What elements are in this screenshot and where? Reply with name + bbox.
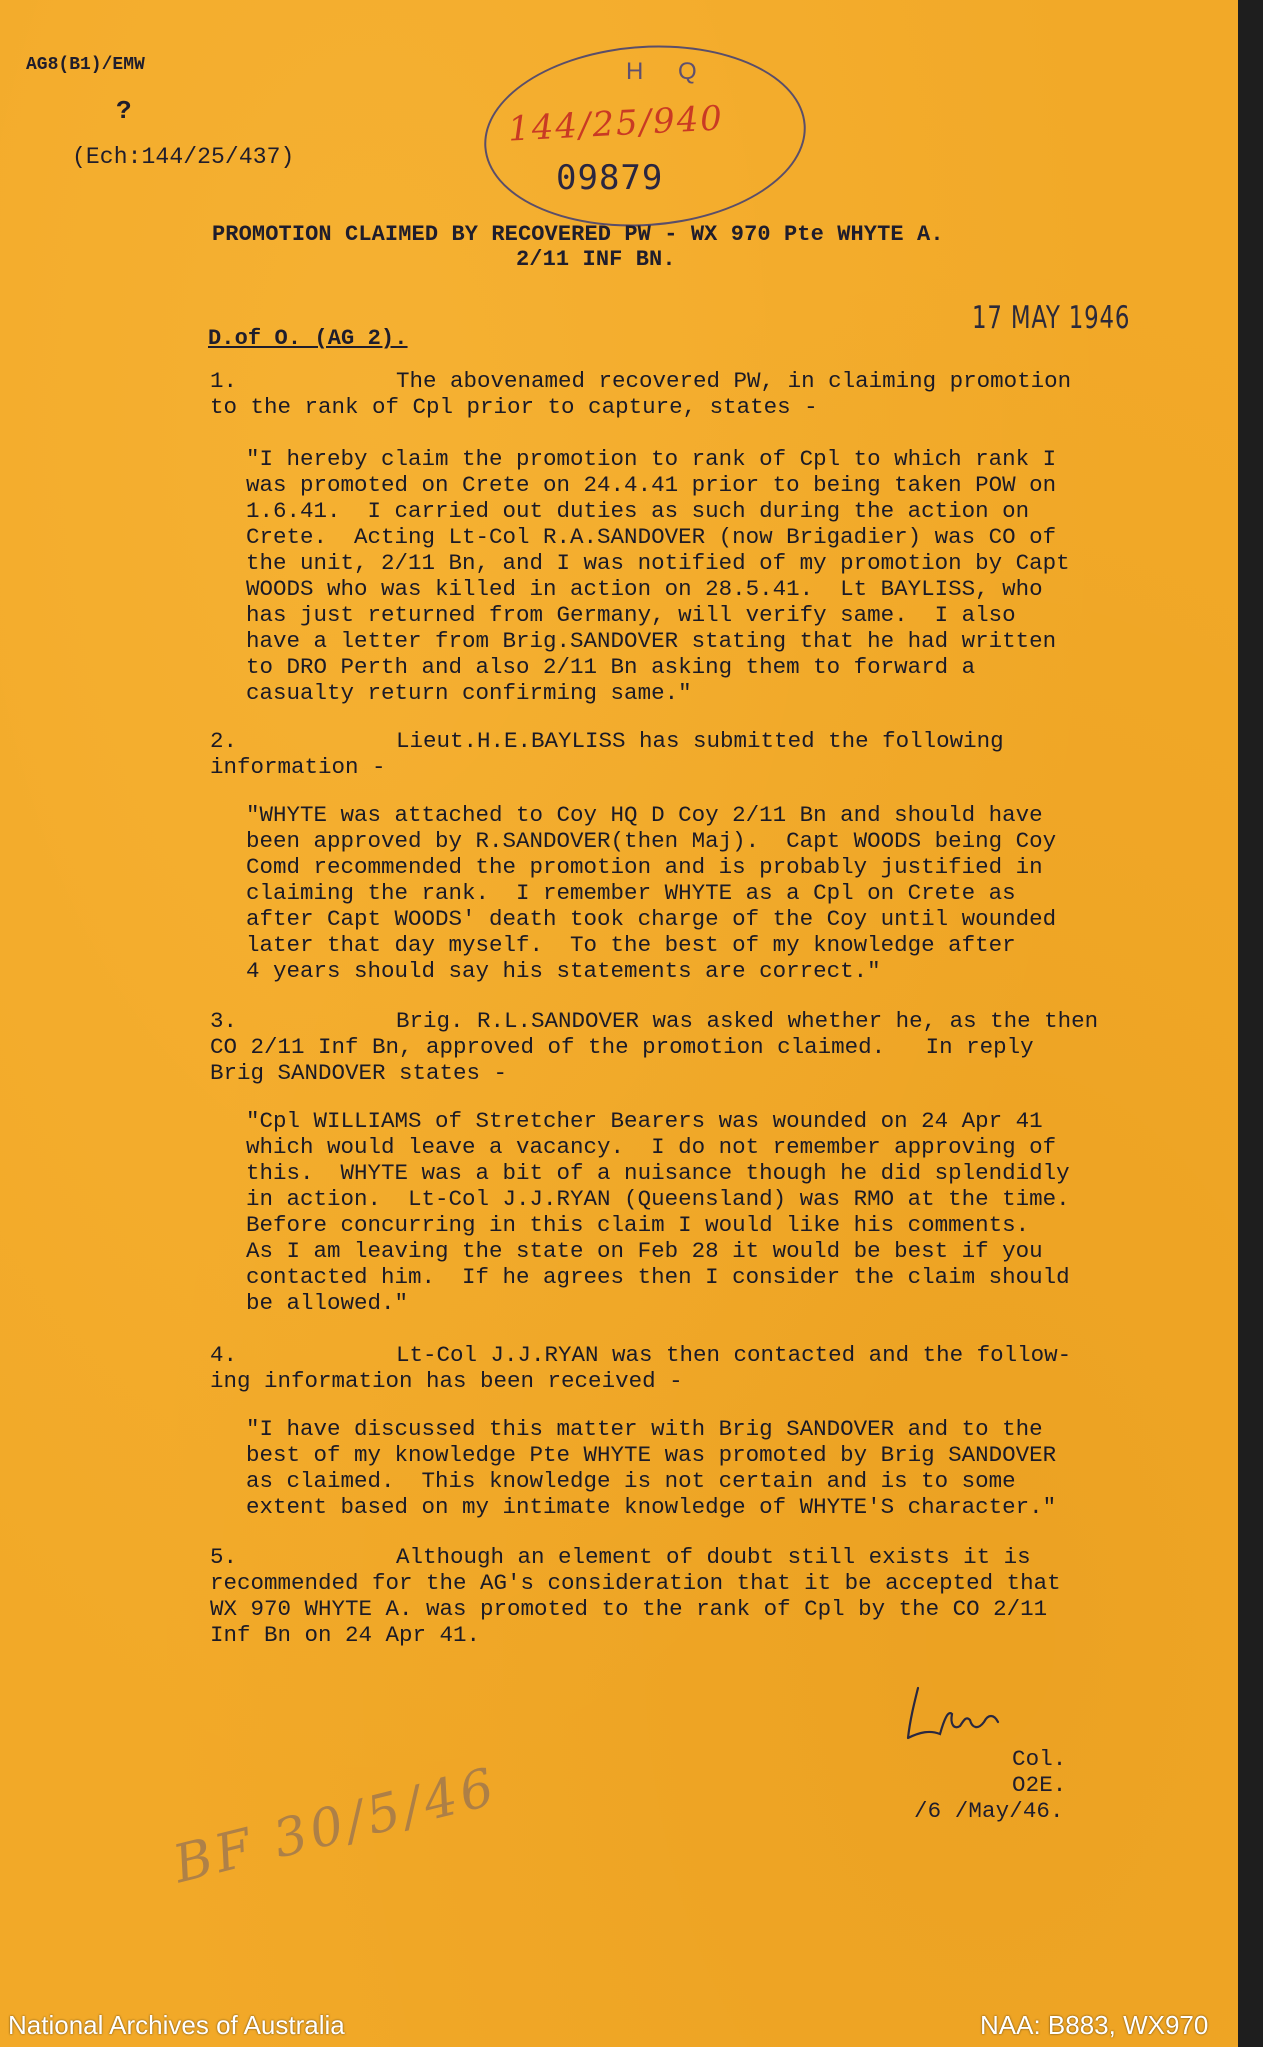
document-title-line-1: PROMOTION CLAIMED BY RECOVERED PW - WX 970 Pte WHYTE A. <box>212 222 944 247</box>
quote-line: "I have discussed this matter with Brig SANDOVER and to the <box>246 1416 1043 1442</box>
quote-line: contacted him. If he agrees then I consider the claim should <box>246 1264 1070 1290</box>
quote-line: later that day myself. To the best of my knowledge after <box>246 932 1016 958</box>
quote-line: as claimed. This knowledge is not certain and is to some <box>246 1468 1016 1494</box>
paragraph-number: 5. <box>210 1544 238 1570</box>
quote-line: to DRO Perth and also 2/11 Bn asking them to forward a <box>246 654 976 680</box>
paragraph-line: The abovenamed recovered PW, in claiming promotion <box>396 368 1072 394</box>
paragraph-5 <box>210 1544 1210 1648</box>
signatory-unit: O2E. <box>1012 1772 1067 1798</box>
addressee: D.of O. (AG 2). <box>208 326 408 351</box>
received-date-stamp: 17 MAY 1946 <box>972 300 1131 336</box>
paragraph-line: recommended for the AG's consideration that it be accepted that <box>210 1570 1061 1596</box>
paragraph-line: CO 2/11 Inf Bn, approved of the promotion claimed. In reply <box>210 1034 1034 1060</box>
quote-line: which would leave a vacancy. I do not remember approving of <box>246 1134 1057 1160</box>
quote-line: Before concurring in this claim I would like his comments. <box>246 1212 1030 1238</box>
paragraph-line: ing information has been received - <box>210 1368 683 1394</box>
quote-4 <box>246 1416 1206 1520</box>
quote-line: WOODS who was killed in action on 28.5.41. Lt BAYLISS, who <box>246 576 1043 602</box>
quote-line: has just returned from Germany, will verify same. I also <box>246 602 1016 628</box>
paragraph-2 <box>210 728 1210 780</box>
quote-3 <box>246 1108 1206 1316</box>
paragraph-line: Lt-Col J.J.RYAN was then contacted and the follow- <box>396 1342 1072 1368</box>
paragraph-number: 1. <box>210 368 238 394</box>
signatory-rank: Col. <box>1012 1746 1067 1772</box>
quote-line: 4 years should say his statements are correct." <box>246 958 881 984</box>
quote-line: in action. Lt-Col J.J.RYAN (Queensland) was RMO at the time. <box>246 1186 1070 1212</box>
quote-line: Comd recommended the promotion and is probably justified in <box>246 854 1043 880</box>
pencil-annotation: BF 30/5/46 <box>167 1756 504 1896</box>
paragraph-line: WX 970 WHYTE A. was promoted to the rank of Cpl by the CO 2/11 <box>210 1596 1048 1622</box>
paragraph-line: Lieut.H.E.BAYLISS has submitted the following <box>396 728 1004 754</box>
quote-line: been approved by R.SANDOVER(then Maj). Capt WOODS being Coy <box>246 828 1057 854</box>
quote-line: best of my knowledge Pte WHYTE was promoted by Brig SANDOVER <box>246 1442 1057 1468</box>
registry-stamp-file: 144/25/940 <box>507 98 725 150</box>
quote-line: have a letter from Brig.SANDOVER stating that he had written <box>246 628 1057 654</box>
quote-line: extent based on my intimate knowledge of WHYTE'S character." <box>246 1494 1057 1520</box>
quote-1 <box>246 446 1206 706</box>
quote-line: 1.6.41. I carried out duties as such during the action on <box>246 498 1030 524</box>
echelon-reference: (Ech:144/25/437) <box>72 144 295 170</box>
quote-line: be allowed." <box>246 1290 409 1316</box>
quote-line: "WHYTE was attached to Coy HQ D Coy 2/11 Bn and should have <box>246 802 1043 828</box>
paragraph-number: 4. <box>210 1342 238 1368</box>
paragraph-number: 2. <box>210 728 238 754</box>
handwritten-signature <box>900 1680 1020 1750</box>
archive-reference: NAA: B883, WX970 <box>980 2010 1209 2040</box>
registry-stamp-number: 09879 <box>556 158 664 198</box>
paragraph-line: Although an element of doubt still exists it is <box>396 1544 1031 1570</box>
quote-2 <box>246 802 1206 984</box>
paragraph-line: Brig SANDOVER states - <box>210 1060 508 1086</box>
quote-line: the unit, 2/11 Bn, and I was notified of my promotion by Capt <box>246 550 1070 576</box>
paragraph-line: information - <box>210 754 386 780</box>
paragraph-line: Inf Bn on 24 Apr 41. <box>210 1622 481 1648</box>
paragraph-3 <box>210 1008 1210 1086</box>
paragraph-4 <box>210 1342 1210 1394</box>
quote-line: As I am leaving the state on Feb 28 it would be best if you <box>246 1238 1043 1264</box>
paragraph-1 <box>210 368 1210 420</box>
registry-stamp-ho: H Q <box>626 58 711 85</box>
quote-line: "I hereby claim the promotion to rank of Cpl to which rank I <box>246 446 1057 472</box>
paragraph-line: to the rank of Cpl prior to capture, states - <box>210 394 818 420</box>
quote-line: casualty return confirming same." <box>246 680 692 706</box>
document-title-line-2: 2/11 INF BN. <box>516 247 676 272</box>
quote-line: was promoted on Crete on 24.4.41 prior to being taken POW on <box>246 472 1057 498</box>
paragraph-line: Brig. R.L.SANDOVER was asked whether he, as the then <box>396 1008 1099 1034</box>
query-mark: ? <box>116 96 132 126</box>
signature-date: /6 /May/46. <box>914 1798 1064 1824</box>
quote-line: "Cpl WILLIAMS of Stretcher Bearers was wounded on 24 Apr 41 <box>246 1108 1043 1134</box>
quote-line: Crete. Acting Lt-Col R.A.SANDOVER (now Brigadier) was CO of <box>246 524 1057 550</box>
paragraph-number: 3. <box>210 1008 238 1034</box>
quote-line: after Capt WOODS' death took charge of the Coy until wounded <box>246 906 1057 932</box>
quote-line: claiming the rank. I remember WHYTE as a Cpl on Crete as <box>246 880 1016 906</box>
quote-line: this. WHYTE was a bit of a nuisance though he did splendidly <box>246 1160 1070 1186</box>
file-reference: AG8(B1)/EMW <box>26 55 145 75</box>
archive-credit: National Archives of Australia <box>8 2010 345 2040</box>
